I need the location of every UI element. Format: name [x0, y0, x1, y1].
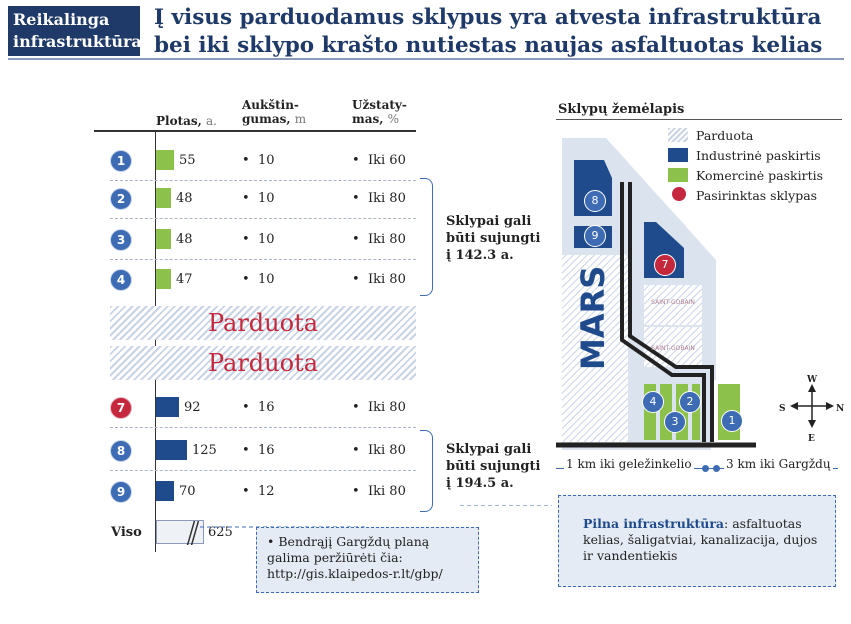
distance-railway: 1 km iki geležinkelio [566, 457, 692, 471]
map-marker-4: 4 [642, 391, 664, 413]
group-brace [420, 430, 433, 512]
map-marker-8: 8 [584, 190, 606, 212]
area-value: 47 [176, 272, 193, 287]
legend-swatch-commercial [668, 168, 688, 182]
density-value: Iki 80 [368, 400, 406, 415]
density-value: Iki 80 [368, 443, 406, 458]
area-value: 48 [176, 232, 193, 247]
height-value: 12 [258, 484, 275, 499]
table-row-divider [110, 259, 416, 260]
legend-swatch-sold [668, 128, 688, 142]
map-title: Sklypų žemėlapis [558, 102, 685, 117]
density-value: Iki 80 [368, 232, 406, 247]
bullet: • [242, 153, 250, 168]
plot-number-badge: 1 [110, 150, 132, 172]
compass-s: S [779, 404, 786, 414]
col-header-area: Plotas, a. [156, 114, 217, 128]
compass-icon [786, 376, 845, 436]
bullet: • [352, 272, 360, 287]
area-bar [156, 481, 174, 501]
total-label: Viso [111, 525, 142, 540]
height-value: 10 [258, 232, 275, 247]
bullet: • [352, 153, 360, 168]
legend-swatch-selected [672, 187, 686, 201]
density-value: Iki 80 [368, 484, 406, 499]
map-marker-7: 7 [654, 254, 676, 276]
map-marker-1: 1 [721, 410, 743, 432]
density-value: Iki 80 [368, 272, 406, 287]
bullet: • [352, 191, 360, 206]
plot-number-badge: 7 [110, 397, 132, 419]
page-title: Į visus parduodamus sklypus yra atvesta infrastruktūra bei iki sklypo kraštо nutiestas naujas asfaltuotas kelias [154, 5, 823, 58]
legend-label-industrial: Industrinė paskirtis [696, 148, 821, 163]
bullet: • [352, 484, 360, 499]
group-note-2: Sklypai gali būti sujungti į 194.5 a. [446, 442, 541, 491]
infrastructure-text: : asfaltuotas kelias, šaligatviai, kanalizacija, dujos ir vandentiekis [583, 516, 818, 563]
area-bar [156, 150, 174, 170]
height-value: 16 [258, 400, 275, 415]
sold-band: Parduota [110, 346, 416, 380]
plan-note-text: Bendrąjį Gargždų planą galima peržiūrėti čia: http://gis.klaipedos-r.lt/gbp/ [267, 534, 443, 581]
bullet: • [352, 443, 360, 458]
plot-number-badge: 4 [110, 269, 132, 291]
area-value: 125 [192, 443, 217, 458]
area-value: 92 [184, 400, 201, 415]
plan-note-box: • Bendrąjį Gargždų planą galima peržiūrėti čia: http://gis.klaipedos-r.lt/gbp/ [256, 527, 479, 593]
legend-label-commercial: Komercinė paskirtis [696, 168, 824, 183]
table-row-divider [110, 180, 416, 181]
compass-w: W [807, 375, 818, 385]
compass-e: E [808, 434, 815, 444]
group-brace [420, 178, 433, 296]
table-row-divider [110, 218, 416, 219]
area-bar [156, 397, 179, 417]
height-value: 10 [258, 153, 275, 168]
legend-swatch-industrial [668, 148, 688, 162]
area-bar [156, 188, 171, 208]
height-value: 10 [258, 272, 275, 287]
area-bar [156, 269, 171, 289]
legend-label-sold: Parduota [696, 128, 754, 143]
map-title-rule [556, 119, 842, 120]
legend-label-selected: Pasirinktas sklypas [696, 188, 818, 203]
bullet: • [242, 400, 250, 415]
col-header-height: Aukštin- gumas, m [242, 98, 307, 126]
table-row-divider [110, 427, 416, 428]
plot-number-badge: 2 [110, 188, 132, 210]
height-value: 10 [258, 191, 275, 206]
bullet: • [242, 232, 250, 247]
map-marker-2: 2 [679, 391, 701, 413]
header-badge: Reikalinga infrastruktūra [8, 6, 140, 56]
height-value: 16 [258, 443, 275, 458]
area-value: 55 [179, 153, 196, 168]
table-header-rule [94, 130, 416, 132]
bullet: • [352, 232, 360, 247]
bullet: • [242, 191, 250, 206]
map-marker-3: 3 [664, 411, 686, 433]
break-mark-icon [157, 521, 205, 545]
brand-label: SAINT-GOBAIN [651, 345, 695, 352]
group-note-1: Sklypai gali būti sujungti į 142.3 a. [446, 214, 541, 263]
plot-number-badge: 9 [110, 481, 132, 503]
bullet: • [242, 443, 250, 458]
area-value: 70 [179, 484, 196, 499]
bullet: • [242, 272, 250, 287]
density-value: Iki 80 [368, 191, 406, 206]
col-header-density: Užstaty- mas, % [352, 98, 407, 126]
sold-band: Parduota [110, 306, 416, 340]
bullet: • [352, 400, 360, 415]
infrastructure-title: Pilna infrastruktūra [583, 516, 725, 531]
infrastructure-box [558, 495, 836, 587]
plot-number-badge: 3 [110, 229, 132, 251]
brand-label: SAINT-GOBAIN [651, 299, 695, 306]
distance-gargzdai: 3 km iki Gargždų [726, 457, 831, 471]
compass-n: N [836, 404, 845, 414]
area-bar [156, 440, 187, 460]
total-bar [156, 520, 204, 544]
total-value: 625 [208, 525, 233, 540]
density-value: Iki 60 [368, 153, 406, 168]
area-value: 48 [176, 191, 193, 206]
bullet: • [242, 484, 250, 499]
area-bar [156, 229, 171, 249]
header-divider [8, 58, 844, 60]
map-marker-9: 9 [584, 225, 606, 247]
table-row-divider [110, 470, 416, 471]
plot-number-badge: 8 [110, 440, 132, 462]
mars-label: MARS [574, 265, 612, 370]
